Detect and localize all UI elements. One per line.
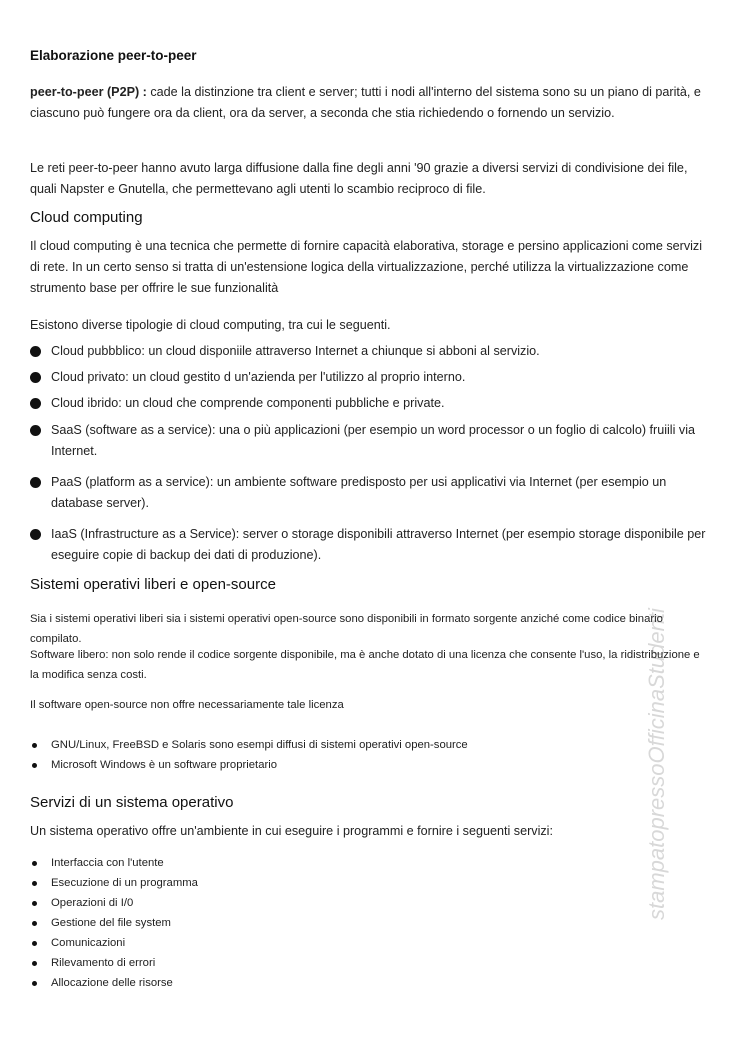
bullet-icon [32, 901, 37, 906]
list-item [30, 420, 710, 462]
list-item [30, 973, 710, 993]
list-item [30, 755, 710, 775]
bullet-icon [32, 763, 37, 768]
list-item [30, 853, 710, 873]
list-item [30, 524, 710, 566]
bullet-icon [30, 425, 41, 436]
definition: cade la distinzione tra client e server; tutti i nodi all'interno del sistema sono su un piano di parità, e ciascuno può fungere ora da client, ora da server, a seconda che stia richiedendo o fornendo un servizio. [30, 85, 701, 120]
item-text: IaaS (Infrastructure as a Service): server o storage disponibili attraverso Internet (per esempio storage disponibile per eseguire copie di backup dei dati di produzione). [51, 527, 706, 562]
bullet-icon [30, 372, 41, 383]
item-text: PaaS (platform as a service): un ambiente software predisposto per usi applicativi via Internet (per esempio un database server). [51, 475, 667, 510]
heading-p2p: Elaborazione peer-to-peer [30, 48, 197, 63]
list-item [30, 933, 710, 953]
p2p-definition [30, 82, 710, 124]
os-paragraph-3: Il software open-source non offre necessariamente tale licenza [30, 699, 344, 711]
bullet-icon [30, 477, 41, 488]
bullet-icon [32, 961, 37, 966]
item-text: Cloud ibrido: un cloud che comprende componenti pubbliche e private. [51, 396, 445, 410]
bullet-icon [32, 861, 37, 866]
services-intro: Un sistema operativo offre un'ambiente in cui eseguire i programmi e fornire i seguenti servizi: [30, 824, 553, 838]
heading-os-services: Servizi di un sistema operativo [30, 794, 234, 811]
list-item [30, 472, 710, 514]
heading-cloud: Cloud computing [30, 209, 143, 226]
item-text: Cloud privato: un cloud gestito d un'azienda per l'utilizzo al proprio interno. [51, 370, 466, 384]
bullet-icon [32, 921, 37, 926]
bullet-icon [32, 881, 37, 886]
os-paragraph-2: Software libero: non solo rende il codice sorgente disponibile, ma è anche dotato di una licenza che consente l'uso, la ridistribuzione e la modifica senza costi. [30, 649, 700, 681]
bullet-icon [32, 743, 37, 748]
bullet-icon [30, 346, 41, 357]
list-item [30, 873, 710, 893]
cloud-paragraph: Il cloud computing è una tecnica che permette di fornire capacità elaborativa, storage e persino applicazioni come servizi di rete. In un certo senso si tratta di un'estensione logica della virtualizzazione, perché utilizza la virtualizzazione come strumento base per offrire le sue funzionalità [30, 239, 703, 295]
watermark: stampatopressoOfficinaStudenti [644, 608, 669, 920]
item-text: SaaS (software as a service): una o più applicazioni (per esempio un word processor o un foglio di calcolo) fruiili via Internet. [51, 423, 695, 458]
bullet-icon [32, 941, 37, 946]
item-text: Comunicazioni [51, 937, 126, 949]
item-text: Gestione del file system [51, 917, 171, 929]
list-item [30, 953, 710, 973]
list-item [30, 367, 710, 388]
list-item [30, 341, 710, 362]
term: peer-to-peer (P2P) : [30, 85, 147, 99]
cloud-intro: Esistono diverse tipologie di cloud computing, tra cui le seguenti. [30, 318, 391, 332]
bullet-icon [30, 529, 41, 540]
item-text: GNU/Linux, FreeBSD e Solaris sono esempi diffusi di sistemi operativi open-source [51, 739, 468, 751]
list-item [30, 735, 710, 755]
bullet-icon [32, 981, 37, 986]
item-text: Interfaccia con l'utente [51, 857, 164, 869]
item-text: Esecuzione di un programma [51, 877, 198, 889]
item-text: Microsoft Windows è un software proprietario [51, 759, 278, 771]
item-text: Allocazione delle risorse [51, 977, 173, 989]
p2p-paragraph: Le reti peer-to-peer hanno avuto larga diffusione dalla fine degli anni '90 grazie a diversi servizi di condivisione dei file, quali Napster e Gnutella, che permettevano agli utenti lo scambio reciproco di file. [30, 161, 688, 196]
bullet-icon [30, 398, 41, 409]
os-paragraph-1: Sia i sistemi operativi liberi sia i sistemi operativi open-source sono disponibili in formato sorgente anziché come codice binario compilato. [30, 613, 663, 645]
item-text: Cloud pubbblico: un cloud disponiile attraverso Internet a chiunque si abboni al servizio. [51, 344, 540, 358]
item-text: Operazioni di I/0 [51, 897, 134, 909]
heading-open-source: Sistemi operativi liberi e open-source [30, 576, 276, 593]
item-text: Rilevamento di errori [51, 957, 156, 969]
list-item [30, 893, 710, 913]
list-item [30, 913, 710, 933]
list-item [30, 393, 710, 414]
